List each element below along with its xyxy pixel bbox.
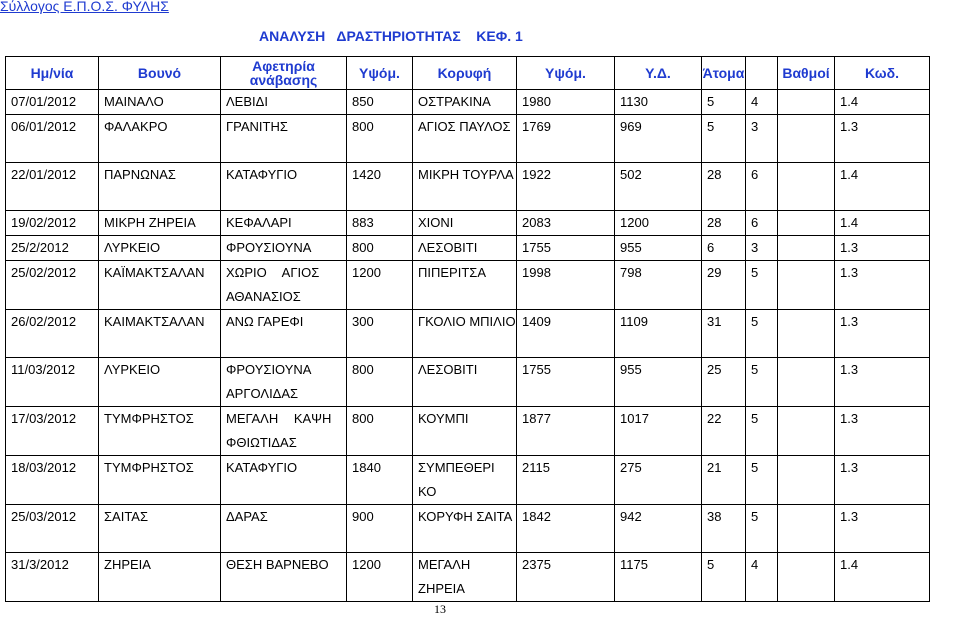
column-header-start-point: Αφετηρία ανάβασης	[221, 57, 347, 90]
cell-mountain: ΖΗΡΕΙΑ	[99, 553, 221, 602]
cell-start-altitude: 1840	[347, 456, 413, 505]
cell-start-point: ΦΡΟΥΣΙΟΥΝΑ	[221, 236, 347, 261]
cell-peak: ΧΙΟΝΙ	[413, 211, 517, 236]
column-header-peak: Κορυφή	[413, 57, 517, 90]
cell-date: 31/3/2012	[6, 553, 99, 602]
table-row	[6, 90, 930, 115]
cell-empty	[778, 407, 835, 456]
cell-code: 1.4	[835, 211, 930, 236]
cell-date: 07/01/2012	[6, 90, 99, 115]
cell-start-altitude: 1200	[347, 261, 413, 310]
cell-peak: ΜΙΚΡΗ ΤΟΥΡΛΑ	[413, 163, 517, 211]
cell-elevation-difference: 1130	[615, 90, 702, 115]
cell-elevation-difference: 1200	[615, 211, 702, 236]
cell-empty	[778, 358, 835, 407]
cell-grade: 5	[746, 358, 778, 407]
club-name: Σύλλογος Ε.Π.Ο.Σ. ΦΥΛΗΣ	[0, 0, 169, 14]
cell-elevation-difference: 502	[615, 163, 702, 211]
cell-grade: 5	[746, 505, 778, 553]
cell-peak-altitude: 1769	[517, 115, 615, 163]
cell-code: 1.3	[835, 310, 930, 358]
cell-people: 28	[702, 211, 746, 236]
cell-start-point: ΜΕΓΑΛΗ ΚΑΨΗ ΦΘΙΩΤΙΔΑΣ	[221, 407, 347, 456]
cell-code: 1.4	[835, 90, 930, 115]
column-header-people: Άτομα	[702, 57, 746, 90]
cell-date: 19/02/2012	[6, 211, 99, 236]
cell-mountain: ΜΑΙΝΑΛΟ	[99, 90, 221, 115]
table-row	[6, 211, 930, 236]
cell-mountain: ΤΥΜΦΡΗΣΤΟΣ	[99, 407, 221, 456]
cell-peak-altitude: 1755	[517, 236, 615, 261]
table-row	[6, 310, 930, 358]
activity-table	[5, 56, 930, 602]
cell-empty	[778, 553, 835, 602]
cell-peak-altitude: 2083	[517, 211, 615, 236]
cell-code: 1.3	[835, 505, 930, 553]
cell-start-altitude: 850	[347, 90, 413, 115]
cell-date: 25/2/2012	[6, 236, 99, 261]
cell-start-altitude: 800	[347, 236, 413, 261]
cell-empty	[778, 261, 835, 310]
cell-empty	[778, 90, 835, 115]
cell-grade: 3	[746, 115, 778, 163]
cell-start-point: ΚΑΤΑΦΥΓΙΟ	[221, 163, 347, 211]
cell-empty	[778, 310, 835, 358]
column-header-elevation-difference: Υ.Δ.	[615, 57, 702, 90]
cell-empty	[778, 163, 835, 211]
cell-date: 11/03/2012	[6, 358, 99, 407]
cell-date: 25/02/2012	[6, 261, 99, 310]
cell-peak-altitude: 2115	[517, 456, 615, 505]
cell-peak-altitude: 1998	[517, 261, 615, 310]
cell-peak: ΓΚΟΛΙΟ ΜΠΙΛΙΟ	[413, 310, 517, 358]
cell-start-point: ΓΡΑΝΙΤΗΣ	[221, 115, 347, 163]
cell-code: 1.3	[835, 456, 930, 505]
cell-people: 29	[702, 261, 746, 310]
cell-peak: ΠΙΠΕΡΙΤΣΑ	[413, 261, 517, 310]
cell-peak: ΣΥΜΠΕΘΕΡΙ ΚΟ	[413, 456, 517, 505]
cell-start-point: ΑΝΩ ΓΑΡΕΦΙ	[221, 310, 347, 358]
column-header-mountain: Βουνό	[99, 57, 221, 90]
cell-empty	[778, 505, 835, 553]
cell-peak: ΑΓΙΟΣ ΠΑΥΛΟΣ	[413, 115, 517, 163]
cell-empty	[778, 211, 835, 236]
cell-start-altitude: 800	[347, 115, 413, 163]
cell-start-altitude: 300	[347, 310, 413, 358]
table-body	[6, 90, 930, 602]
cell-code: 1.3	[835, 407, 930, 456]
cell-date: 25/03/2012	[6, 505, 99, 553]
cell-grade: 5	[746, 261, 778, 310]
cell-elevation-difference: 969	[615, 115, 702, 163]
cell-mountain: ΛΥΡΚΕΙΟ	[99, 236, 221, 261]
cell-elevation-difference: 275	[615, 456, 702, 505]
table-row	[6, 358, 930, 407]
cell-people: 31	[702, 310, 746, 358]
cell-people: 5	[702, 553, 746, 602]
table-row	[6, 163, 930, 211]
cell-code: 1.4	[835, 553, 930, 602]
cell-grade: 4	[746, 90, 778, 115]
cell-grade: 5	[746, 456, 778, 505]
cell-people: 28	[702, 163, 746, 211]
cell-peak: ΜΕΓΑΛΗ ΖΗΡΕΙΑ	[413, 553, 517, 602]
cell-peak: ΚΟΥΜΠΙ	[413, 407, 517, 456]
table-row	[6, 505, 930, 553]
cell-elevation-difference: 1017	[615, 407, 702, 456]
cell-mountain: ΤΥΜΦΡΗΣΤΟΣ	[99, 456, 221, 505]
cell-start-altitude: 1200	[347, 553, 413, 602]
cell-peak-altitude: 1922	[517, 163, 615, 211]
cell-code: 1.3	[835, 236, 930, 261]
cell-peak-altitude: 1409	[517, 310, 615, 358]
cell-elevation-difference: 798	[615, 261, 702, 310]
cell-code: 1.4	[835, 163, 930, 211]
column-header-start-altitude: Υψόμ.	[347, 57, 413, 90]
column-header-date: Ημ/νία	[6, 57, 99, 90]
cell-elevation-difference: 955	[615, 358, 702, 407]
cell-date: 17/03/2012	[6, 407, 99, 456]
cell-mountain: ΣΑΙΤΑΣ	[99, 505, 221, 553]
document-title: ΑΝΑΛΥΣΗ ΔΡΑΣΤΗΡΙΟΤΗΤΑΣ ΚΕΦ. 1	[259, 28, 523, 44]
cell-people: 25	[702, 358, 746, 407]
cell-grade: 4	[746, 553, 778, 602]
cell-code: 1.3	[835, 115, 930, 163]
cell-start-point: ΧΩΡΙΟ ΑΓΙΟΣ ΑΘΑΝΑΣΙΟΣ	[221, 261, 347, 310]
cell-elevation-difference: 1109	[615, 310, 702, 358]
column-header-peak-altitude: Υψόμ.	[517, 57, 615, 90]
cell-start-altitude: 900	[347, 505, 413, 553]
cell-start-point: ΔΑΡΑΣ	[221, 505, 347, 553]
page-number: 13	[434, 602, 446, 616]
cell-date: 06/01/2012	[6, 115, 99, 163]
cell-people: 5	[702, 115, 746, 163]
cell-grade: 6	[746, 163, 778, 211]
table-row	[6, 407, 930, 456]
cell-start-altitude: 883	[347, 211, 413, 236]
cell-start-point: ΚΑΤΑΦΥΓΙΟ	[221, 456, 347, 505]
cell-date: 22/01/2012	[6, 163, 99, 211]
cell-peak: ΟΣΤΡΑΚΙΝΑ	[413, 90, 517, 115]
column-header-grade: Βαθμοί	[778, 57, 835, 90]
cell-peak: ΛΕΣΟΒΙΤΙ	[413, 358, 517, 407]
column-header-code: Κωδ.	[835, 57, 930, 90]
cell-mountain: ΛΥΡΚΕΙΟ	[99, 358, 221, 407]
table-row	[6, 456, 930, 505]
cell-mountain: ΜΙΚΡΗ ΖΗΡΕΙΑ	[99, 211, 221, 236]
cell-peak: ΚΟΡΥΦΗ ΣΑΙΤΑ	[413, 505, 517, 553]
table-row	[6, 236, 930, 261]
cell-elevation-difference: 942	[615, 505, 702, 553]
cell-empty	[778, 456, 835, 505]
cell-grade: 3	[746, 236, 778, 261]
cell-peak: ΛΕΣΟΒΙΤΙ	[413, 236, 517, 261]
cell-date: 26/02/2012	[6, 310, 99, 358]
cell-grade: 5	[746, 407, 778, 456]
cell-start-altitude: 1420	[347, 163, 413, 211]
column-header-empty	[746, 57, 778, 90]
cell-peak-altitude: 1755	[517, 358, 615, 407]
cell-people: 5	[702, 90, 746, 115]
cell-mountain: ΚΑΙΜΑΚΤΣΑΛΑΝ	[99, 310, 221, 358]
cell-start-point: ΚΕΦΑΛΑΡΙ	[221, 211, 347, 236]
cell-grade: 6	[746, 211, 778, 236]
cell-code: 1.3	[835, 358, 930, 407]
cell-start-point: ΘΕΣΗ ΒΑΡΝΕΒΟ	[221, 553, 347, 602]
cell-start-point: ΛΕΒΙΔΙ	[221, 90, 347, 115]
cell-start-altitude: 800	[347, 358, 413, 407]
cell-mountain: ΚΑΪΜΑΚΤΣΑΛΑΝ	[99, 261, 221, 310]
cell-start-altitude: 800	[347, 407, 413, 456]
cell-peak-altitude: 1842	[517, 505, 615, 553]
cell-date: 18/03/2012	[6, 456, 99, 505]
cell-start-point: ΦΡΟΥΣΙΟΥΝΑ ΑΡΓΟΛΙΔΑΣ	[221, 358, 347, 407]
cell-peak-altitude: 1877	[517, 407, 615, 456]
cell-mountain: ΠΑΡΝΩΝΑΣ	[99, 163, 221, 211]
cell-people: 21	[702, 456, 746, 505]
cell-elevation-difference: 955	[615, 236, 702, 261]
table-row	[6, 553, 930, 602]
table-row	[6, 115, 930, 163]
cell-peak-altitude: 2375	[517, 553, 615, 602]
cell-grade: 5	[746, 310, 778, 358]
cell-elevation-difference: 1175	[615, 553, 702, 602]
cell-code: 1.3	[835, 261, 930, 310]
cell-people: 38	[702, 505, 746, 553]
cell-peak-altitude: 1980	[517, 90, 615, 115]
table-header-row	[6, 57, 930, 90]
cell-people: 6	[702, 236, 746, 261]
table-row	[6, 261, 930, 310]
cell-mountain: ΦΑΛΑΚΡΟ	[99, 115, 221, 163]
cell-empty	[778, 115, 835, 163]
cell-people: 22	[702, 407, 746, 456]
cell-empty	[778, 236, 835, 261]
